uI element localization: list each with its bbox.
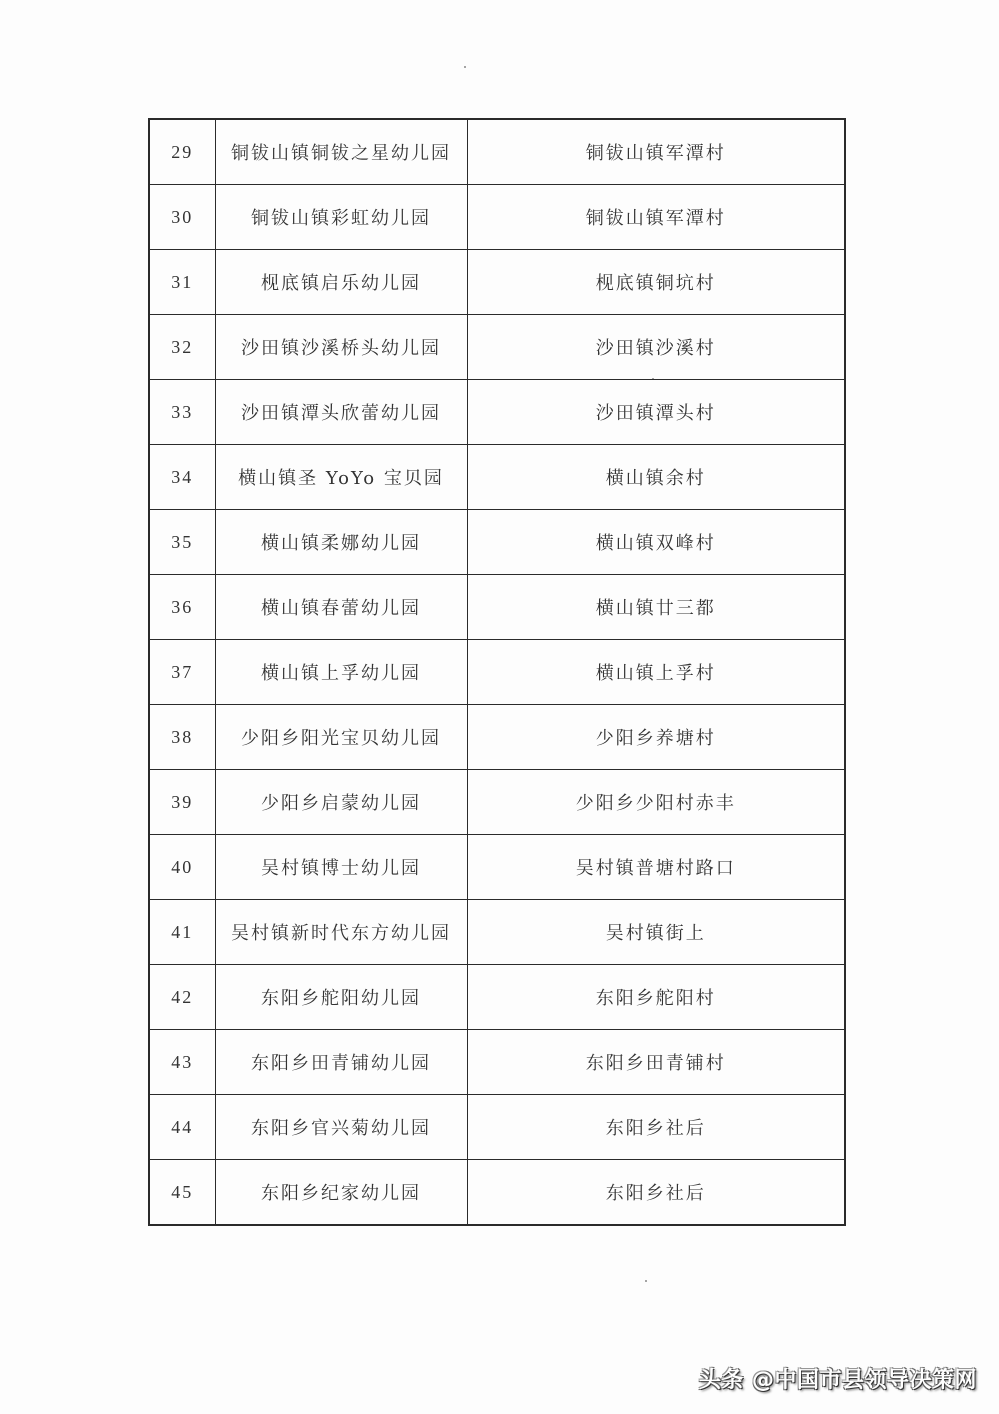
- scan-speck: [464, 66, 466, 68]
- kindergarten-address: 少阳乡养塘村: [467, 705, 845, 770]
- table-row: [149, 705, 845, 770]
- row-number: 29: [149, 119, 215, 185]
- kindergarten-name: 沙田镇沙溪桥头幼儿园: [215, 315, 467, 380]
- table-row: [149, 575, 845, 640]
- kindergarten-address: 铜钹山镇军潭村: [467, 185, 845, 250]
- kindergarten-name: 东阳乡舵阳幼儿园: [215, 965, 467, 1030]
- row-number: 43: [149, 1030, 215, 1095]
- row-number: 44: [149, 1095, 215, 1160]
- row-number: 30: [149, 185, 215, 250]
- kindergarten-name: 东阳乡田青铺幼儿园: [215, 1030, 467, 1095]
- table-row: [149, 119, 845, 185]
- kindergarten-name: 东阳乡官兴菊幼儿园: [215, 1095, 467, 1160]
- kindergarten-name: 横山镇柔娜幼儿园: [215, 510, 467, 575]
- table-row: [149, 380, 845, 445]
- row-number: 34: [149, 445, 215, 510]
- kindergarten-address: 横山镇双峰村: [467, 510, 845, 575]
- kindergarten-address: 东阳乡社后: [467, 1095, 845, 1160]
- table-row: [149, 1030, 845, 1095]
- table-row: [149, 315, 845, 380]
- row-number: 35: [149, 510, 215, 575]
- kindergarten-name: 东阳乡纪家幼儿园: [215, 1160, 467, 1226]
- table-body: [149, 119, 845, 1225]
- kindergarten-name: 铜钹山镇铜钹之星幼儿园: [215, 119, 467, 185]
- row-number: 41: [149, 900, 215, 965]
- table-row: [149, 965, 845, 1030]
- row-number: 42: [149, 965, 215, 1030]
- table-row: [149, 640, 845, 705]
- kindergarten-address: 铜钹山镇军潭村: [467, 119, 845, 185]
- kindergarten-table: [148, 118, 844, 1226]
- table-row: [149, 1160, 845, 1226]
- roster-table: [148, 118, 846, 1226]
- kindergarten-name: 吴村镇博士幼儿园: [215, 835, 467, 900]
- row-number: 45: [149, 1160, 215, 1226]
- source-watermark: 头条 @中国市县领导决策网: [698, 1368, 977, 1393]
- kindergarten-address: 沙田镇潭头村: [467, 380, 845, 445]
- kindergarten-address: 东阳乡社后: [467, 1160, 845, 1226]
- table-row: [149, 445, 845, 510]
- table-row: [149, 835, 845, 900]
- kindergarten-address: 东阳乡田青铺村: [467, 1030, 845, 1095]
- kindergarten-name: 横山镇春蕾幼儿园: [215, 575, 467, 640]
- kindergarten-name: 枧底镇启乐幼儿园: [215, 250, 467, 315]
- row-number: 31: [149, 250, 215, 315]
- kindergarten-name: 横山镇圣 YoYo 宝贝园: [215, 445, 467, 510]
- kindergarten-address: 少阳乡少阳村赤丰: [467, 770, 845, 835]
- table-row: [149, 185, 845, 250]
- kindergarten-address: 横山镇廿三都: [467, 575, 845, 640]
- row-number: 38: [149, 705, 215, 770]
- kindergarten-name: 沙田镇潭头欣蕾幼儿园: [215, 380, 467, 445]
- row-number: 32: [149, 315, 215, 380]
- row-number: 37: [149, 640, 215, 705]
- kindergarten-name: 横山镇上孚幼儿园: [215, 640, 467, 705]
- table-row: [149, 770, 845, 835]
- row-number: 39: [149, 770, 215, 835]
- kindergarten-address: 吴村镇街上: [467, 900, 845, 965]
- table-row: [149, 1095, 845, 1160]
- kindergarten-address: 横山镇余村: [467, 445, 845, 510]
- kindergarten-address: 枧底镇铜坑村: [467, 250, 845, 315]
- kindergarten-name: 少阳乡阳光宝贝幼儿园: [215, 705, 467, 770]
- row-number: 33: [149, 380, 215, 445]
- kindergarten-name: 吴村镇新时代东方幼儿园: [215, 900, 467, 965]
- table-row: [149, 510, 845, 575]
- row-number: 40: [149, 835, 215, 900]
- kindergarten-address: 吴村镇普塘村路口: [467, 835, 845, 900]
- scan-speck: [645, 1280, 647, 1282]
- kindergarten-name: 少阳乡启蒙幼儿园: [215, 770, 467, 835]
- kindergarten-address: 横山镇上孚村: [467, 640, 845, 705]
- table-row: [149, 250, 845, 315]
- kindergarten-name: 铜钹山镇彩虹幼儿园: [215, 185, 467, 250]
- kindergarten-address: 沙田镇沙溪村: [467, 315, 845, 380]
- row-number: 36: [149, 575, 215, 640]
- table-row: [149, 900, 845, 965]
- kindergarten-address: 东阳乡舵阳村: [467, 965, 845, 1030]
